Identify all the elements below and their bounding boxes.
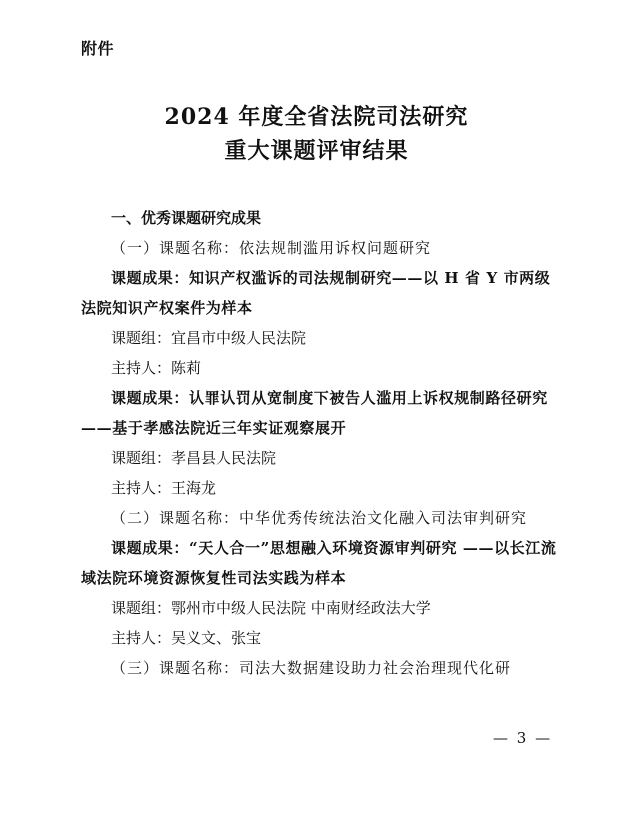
document-body	[81, 203, 557, 683]
topic-name-3: （三）课题名称：司法大数据建设助力社会治理现代化研	[111, 659, 512, 677]
research-group-1: 课题组：宜昌市中级人民法院	[111, 329, 307, 347]
topic-name-2: （二）课题名称：中华优秀传统法治文化融入司法审判研究	[111, 509, 528, 527]
research-group-2: 课题组：孝昌县人民法院	[111, 449, 277, 467]
attachment-label: 附件	[81, 39, 115, 58]
research-group-3: 课题组：鄂州市中级人民法院 中南财经政法大学	[111, 599, 431, 617]
host-3: 主持人：吴义文、张宝	[111, 629, 262, 647]
page-number: — 3 —	[493, 729, 553, 747]
research-result-2: 课题成果：认罪认罚从宽制度下被告人滥用上诉权规制路径研究——基于孝感法院近三年实证观察展开	[81, 389, 548, 437]
research-result-1: 课题成果：知识产权滥诉的司法规制研究——以 H 省 Y 市两级法院知识产权案件为样本	[81, 269, 551, 317]
host-2: 主持人：王海龙	[111, 479, 217, 497]
document-title-line-2: 重大课题评审结果	[224, 138, 409, 164]
section-heading: 一、优秀课题研究成果	[111, 209, 262, 227]
topic-name-1: （一）课题名称：依法规制滥用诉权问题研究	[111, 239, 432, 257]
host-1: 主持人：陈莉	[111, 359, 202, 377]
research-result-3: 课题成果：“天人合一”思想融入环境资源审判研究 ——以长江流域法院环境资源恢复性司法实践为样本	[81, 539, 557, 587]
document-title-line-1: 2024 年度全省法院司法研究	[164, 104, 469, 130]
